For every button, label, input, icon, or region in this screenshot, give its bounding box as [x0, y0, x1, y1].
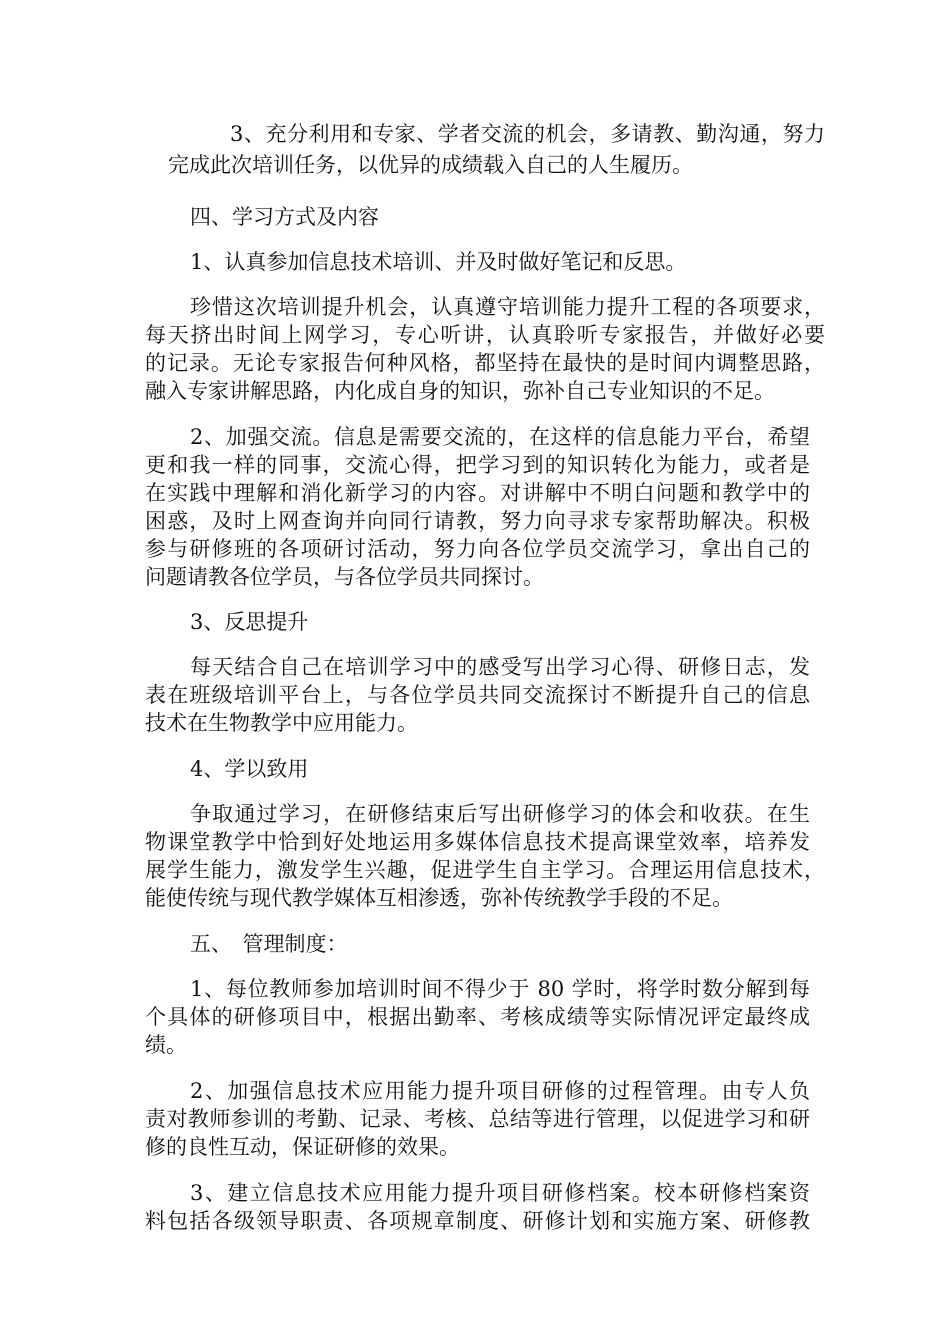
paragraph-line: 责对教师参训的考勤、记录、考核、总结等进行管理，以促进学习和研: [145, 1107, 810, 1131]
paragraph-line: 3、建立信息技术应用能力提升项目研修档案。校本研修档案资: [190, 1181, 810, 1205]
paragraph-line: 每天挤出时间上网学习，专心听讲，认真聆听专家报告，并做好必要: [145, 323, 825, 347]
paragraph-line: 3、充分利用和专家、学者交流的机会，多请教、勤沟通，努力: [230, 122, 825, 146]
paragraph-line: 料包括各级领导职责、各项规章制度、研修计划和实施方案、研修教: [145, 1209, 810, 1233]
paragraph-line: 修的良性互动，保证研修的效果。: [145, 1135, 460, 1159]
subsection-heading: 4、学以致用: [190, 757, 309, 781]
subsection-heading: 1、认真参加信息技术培训、并及时做好笔记和反思。: [190, 250, 687, 274]
paragraph-line: 更和我一样的同事，交流心得，把学习到的知识转化为能力，或者是: [145, 453, 810, 477]
paragraph-line: 1、每位教师参加培训时间不得少于 80 学时，将学时数分解到每: [190, 977, 810, 1001]
paragraph-line: 的记录。无论专家报告何种风格，都坚持在最快的是时间内调整思路，: [145, 351, 825, 375]
paragraph-line: 2、加强交流。信息是需要交流的，在这样的信息能力平台，希望: [190, 425, 810, 449]
paragraph-line: 技术在生物教学中应用能力。: [145, 711, 418, 735]
paragraph-line: 珍惜这次培训提升机会，认真遵守培训能力提升工程的各项要求，: [190, 295, 825, 319]
paragraph-line: 个具体的研修项目中，根据出勤率、考核成绩等实际情况评定最终成: [145, 1005, 810, 1029]
paragraph-line: 参与研修班的各项研讨活动，努力向各位学员交流学习，拿出自己的: [145, 537, 810, 561]
paragraph-line: 融入专家讲解思路，内化成自身的知识，弥补自己专业知识的不足。: [145, 379, 775, 403]
paragraph-line: 困惑，及时上网查询并向同行请教，努力向寻求专家帮助解决。积极: [145, 509, 810, 533]
paragraph-line: 完成此次培训任务，以优异的成绩载入自己的人生履历。: [168, 153, 693, 177]
subsection-heading: 3、反思提升: [190, 610, 309, 634]
paragraph-line: 展学生能力，激发学生兴趣，促进学生自主学习。合理运用信息技术，: [145, 858, 825, 882]
paragraph-line: 2、加强信息技术应用能力提升项目研修的过程管理。由专人负: [190, 1079, 810, 1103]
paragraph-line: 每天结合自己在培训学习中的感受写出学习心得、研修日志，发: [190, 655, 810, 679]
paragraph-line: 绩。: [145, 1033, 187, 1057]
paragraph-line: 能使传统与现代教学媒体互相渗透，弥补传统教学手段的不足。: [145, 886, 733, 910]
paragraph-line: 争取通过学习，在研修结束后写出研修学习的体会和收获。在生: [190, 802, 810, 826]
paragraph-line: 在实践中理解和消化新学习的内容。对讲解中不明白问题和教学中的: [145, 481, 810, 505]
section-heading: 四、学习方式及内容: [190, 205, 379, 229]
paragraph-line: 表在班级培训平台上，与各位学员共同交流探讨不断提升自己的信息: [145, 683, 810, 707]
paragraph-line: 问题请教各位学员，与各位学员共同探讨。: [145, 565, 544, 589]
section-heading: 五、 管理制度：: [190, 932, 348, 956]
paragraph-line: 物课堂教学中恰到好处地运用多媒体信息技术提高课堂效率，培养发: [145, 830, 810, 854]
